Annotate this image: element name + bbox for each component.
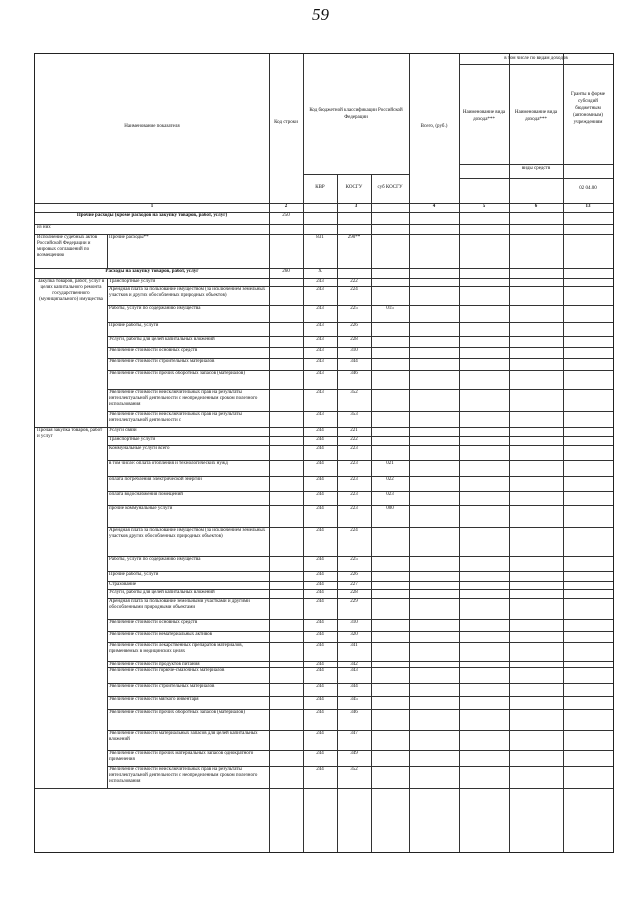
header-kosgu: КОСГУ [345,185,363,190]
row-kvr: 244 [316,582,324,587]
row-kvr: 244 [316,590,324,595]
row-code [271,590,301,597]
row-kosgu: 226 [350,572,358,577]
row-kosgu: 343 [350,668,358,673]
budget-expenses-table [34,53,614,853]
row-kosgu: 223 [350,477,358,482]
row-code [271,751,301,765]
row-sub-kosgu [373,684,407,695]
row-name: Расходы на закупку товаров, работ, услуг [105,269,199,274]
row-sub-kosgu [373,528,407,555]
column-number: 3 [354,204,358,209]
row-code [271,428,301,435]
row-sub-kosgu [373,632,407,641]
row-code: 260 [282,269,290,274]
row-kvr: 244 [316,643,324,648]
row-sub-kosgu [373,428,407,435]
row-code [271,323,301,335]
column-rule [459,54,460,852]
row-rule [35,788,613,789]
row-code [271,412,301,426]
row-rule [459,178,613,179]
row-kvr: 244 [316,446,324,451]
row-kosgu: 341 [350,643,358,648]
row-code [271,337,301,346]
row-kvr: 243 [316,412,324,417]
row-kosgu: 226 [350,323,358,328]
row-kosgu: 352 [350,390,358,395]
column-rule [337,174,338,852]
row-name: оплата потребления электрической энергии [109,477,202,482]
row-sub-kosgu [373,359,407,369]
row-kosgu: 344 [350,359,358,364]
row-kosgu: 227 [350,582,358,587]
row-kosgu: 223 [350,492,358,497]
row-kosgu: 352 [350,767,358,772]
row-kvr [305,213,335,223]
header-kvr: КВР [315,185,325,190]
row-kvr: 243 [316,279,324,284]
row-sub-kosgu [373,371,407,388]
row-code [271,572,301,580]
row-kosgu: 344 [350,684,358,689]
row-kvr: 244 [316,506,324,511]
row-kosgu: 224 [350,287,358,292]
row-code [271,731,301,749]
row-name: оплата водоснабжения помещений [109,492,183,497]
column-number: 13 [585,204,591,209]
column-number: 5 [482,204,486,209]
row-sub-kosgu [373,235,407,267]
row-code [271,235,301,267]
row-name: Увеличение стоимости прочих материальных запасов однократного применения [109,751,254,762]
row-kvr: 244 [316,572,324,577]
row-sub-kosgu [373,731,407,749]
row-code [271,620,301,630]
row-kvr: 244 [316,428,324,433]
group-label: Исполнение судебных актов Российской Федерации и мировых соглашений по возмещению [37,235,98,258]
row-name: прочие коммунальные услуги [109,506,173,511]
row-sub-kosgu [373,751,407,765]
column-rule [509,54,510,852]
row-kvr: 243 [316,371,324,376]
row-sub-kosgu [373,662,407,666]
row-code [271,287,301,304]
row-kosgu: 349 [350,751,358,756]
row-sub-kosgu: 000 [386,506,394,511]
row-name: Увеличение стоимости продуктов питания [109,662,200,666]
row-sub-kosgu: 022 [386,477,394,482]
header-funds-code: 02 04.00 [579,186,597,191]
row-sub-kosgu [373,599,407,618]
row-code [271,632,301,641]
row-sub-kosgu [373,582,407,588]
row-kvr [305,225,335,233]
row-kvr: 244 [316,557,324,562]
row-name: из них [37,225,51,230]
row-kvr: 243 [316,323,324,328]
row-code [271,643,301,660]
row-kosgu [339,213,369,223]
row-name: Прочие расходы** [109,235,149,240]
row-sub-kosgu [373,337,407,346]
row-sub-kosgu [373,446,407,459]
row-code [271,371,301,388]
row-sub-kosgu [373,697,407,708]
row-kosgu: 345 [350,697,358,702]
row-kvr: 244 [316,599,324,604]
row-kvr: 243 [316,348,324,353]
row-kosgu: 225 [350,306,358,311]
row-code [271,528,301,555]
row-kvr: 244 [316,492,324,497]
row-name: Арендная плата за пользование имуществом (за исключением земельных участков и других обособленных природных объектов) [109,287,266,298]
row-name: Работы, услуги по содержанию имущества [109,557,201,562]
row-name: Увеличение стоимости строительных материалов [109,684,215,689]
header-budget-class-code: Код бюджетной классификации Российской Федерации [309,108,403,120]
row-name: Услуги, работы для целей капитальных вложений [109,590,215,595]
row-name: Прочие расходы (кроме расходов на закупку товаров, работ, услуг) [76,213,228,218]
row-code [271,492,301,504]
row-sub-kosgu [373,213,407,223]
row-code [271,767,301,787]
row-kosgu: 342 [350,662,358,666]
row-name: Увеличение стоимости материальных запасов для целей капитальных вложений [109,731,258,742]
row-code [271,668,301,682]
header-income-type-2: Наименование вида дохода*** [514,110,558,122]
row-code [271,477,301,490]
row-kvr: 244 [316,662,324,666]
row-code [271,359,301,369]
row-kvr: 243 [316,287,324,292]
row-name: Увеличение стоимости прочих оборотных запасов (материалов) [109,371,245,376]
row-kosgu: 222 [350,437,358,442]
row-code [271,225,301,233]
row-name: Увеличение стоимости нематериальных активов [109,632,213,637]
row-rule [459,164,613,165]
header-sub-kosgu: суб КОСГУ [377,185,403,190]
column-number: 6 [534,204,538,209]
header-grants: Гранты в форме субсидий бюджетным (автономным) учреждениям [571,92,605,125]
row-kosgu: 347 [350,731,358,736]
row-sub-kosgu [373,412,407,426]
row-name: Работы, услуги по содержанию имущества [109,306,201,311]
row-kvr: 244 [316,751,324,756]
row-name: Коммунальные услуги всего [109,446,170,451]
header-income-types: в том числе по видам доходов [504,56,568,61]
row-name: Увеличение стоимости неисключительных прав на результаты интеллектуальной деятельности с неопределенным сроком полезного использования [109,390,258,407]
row-sub-kosgu: 015 [386,306,394,311]
row-name: Увеличение стоимости мягкого инвентаря [109,697,199,702]
row-kosgu: 346 [350,371,358,376]
row-kosgu: 223 [350,446,358,451]
row-name: Арендная плата за пользование имуществом (за исключением земельных участков других обособленных природных объектов) [109,528,266,539]
row-kosgu: 353 [350,412,358,417]
row-name: Увеличение стоимости лекарственных препаратов материалов, применяемых в медицинских целях [109,643,243,654]
row-sub-kosgu [373,225,407,233]
row-sub-kosgu [373,348,407,357]
row-code [271,662,301,666]
row-code [271,437,301,444]
row-sub-kosgu [373,620,407,630]
row-sub-kosgu [373,767,407,787]
row-sub-kosgu [373,279,407,285]
row-name: Увеличение стоимости неисключительных прав на результаты интеллектуальной деятельности с неопределенным сроком полезного использования [109,767,258,784]
column-rule [303,54,304,852]
row-code [271,506,301,526]
row-name: Транспортные услуги [109,279,156,284]
row-code [271,599,301,618]
header-indicator-name: Наименование показателя [124,124,180,129]
row-sub-kosgu: 023 [386,492,394,497]
row-name: Услуги, работы для целей капитальных вложений [109,337,215,342]
row-kvr: 244 [316,731,324,736]
column-rule [371,174,372,852]
row-code: 250 [282,213,290,218]
row-name: Прочие работы, услуги [109,572,159,577]
row-sub-kosgu [373,557,407,570]
row-name: Увеличение стоимости строительных материалов [109,359,215,364]
row-sub-kosgu: 021 [386,461,394,466]
row-sub-kosgu [373,390,407,410]
row-kosgu [339,269,369,277]
row-name: Увеличение стоимости основных средств [109,620,198,625]
row-kosgu: 228 [350,337,358,342]
group-label: Закупка товаров, работ, услуг в целях капитального ремонта государственного (муниципального) имущества [37,279,105,302]
row-kosgu: 320 [350,632,358,637]
row-kosgu: 222 [350,279,358,284]
column-number: 1 [150,204,154,209]
row-name: Арендная плата за пользование земельными участками и другими обособленными природными объектами [109,599,250,610]
row-sub-kosgu [373,590,407,597]
row-code [271,684,301,695]
row-code [271,348,301,357]
group-label: Прочая закупка товаров, работ и услуг [37,428,103,439]
row-name: Увеличение стоимости неисключительных прав на результаты интеллектуальной деятельности с [109,412,242,423]
header-funds-types: виды средств [521,166,551,171]
row-name: Увеличение стоимости прочих оборотных запасов (материалов) [109,710,245,715]
column-rule [409,54,410,852]
row-kvr: 244 [316,477,324,482]
column-number: 4 [432,204,436,209]
row-kvr: 244 [316,697,324,702]
row-kosgu: 223 [350,506,358,511]
row-kosgu: 228 [350,590,358,595]
row-kosgu: 223 [350,461,358,466]
row-sub-kosgu [373,643,407,660]
row-sub-kosgu [373,668,407,682]
row-code [271,306,301,321]
page-number: 59 [312,5,329,24]
row-name: Увеличение стоимости горюче-смазочных материалов [109,668,225,673]
row-code [271,582,301,588]
row-sub-kosgu [373,287,407,304]
header-line-code: Код строки [274,120,298,125]
column-rule [563,54,564,852]
row-name: Прочие работы, услуги [109,323,159,328]
row-kvr: 243 [316,390,324,395]
row-kvr: 243 [316,337,324,342]
row-sub-kosgu [373,710,407,729]
row-kosgu: 221 [350,428,358,433]
row-kvr: 244 [316,632,324,637]
column-number: 2 [284,204,288,209]
row-kvr: 244 [316,767,324,772]
row-kosgu: 290** [347,235,361,240]
row-sub-kosgu [373,269,407,277]
row-kvr: 244 [316,710,324,715]
group-rule [107,234,108,268]
row-kvr: 244 [316,684,324,689]
row-name: Страхование [109,582,137,587]
group-rule [107,278,108,788]
column-rule [269,54,270,852]
row-kvr: 243 [316,359,324,364]
row-kvr: 244 [316,461,324,466]
row-kosgu [339,225,369,233]
row-name: Услуги связи [109,428,137,433]
row-code [271,390,301,410]
row-name: в том числе: оплата отопления и технологических нужд [109,461,228,466]
row-kvr: 244 [316,668,324,673]
row-kvr: 244 [316,437,324,442]
row-kvr: X [318,269,322,274]
row-rule [303,174,409,175]
header-income-type-1: Наименование вида дохода*** [462,110,506,122]
row-code [271,710,301,729]
row-kosgu: 225 [350,557,358,562]
row-sub-kosgu [373,323,407,335]
row-code [271,557,301,570]
row-kvr: 244 [316,528,324,533]
row-code [271,697,301,708]
row-rule [459,64,613,65]
row-kosgu: 224 [350,528,358,533]
row-name: Увеличение стоимости основных средств [109,348,198,353]
row-kvr: 244 [316,620,324,625]
row-code [271,446,301,459]
row-kosgu: 310 [350,348,358,353]
row-kvr: 831 [316,235,324,240]
row-kosgu: 229 [350,599,358,604]
row-code [271,461,301,475]
row-kosgu: 346 [350,710,358,715]
row-sub-kosgu [373,437,407,444]
row-kvr: 243 [316,306,324,311]
row-sub-kosgu [373,572,407,580]
row-name: Транспортные услуги [109,437,156,442]
header-total: Всего, (руб.) [420,124,448,129]
row-code [271,279,301,285]
row-kosgu: 310 [350,620,358,625]
